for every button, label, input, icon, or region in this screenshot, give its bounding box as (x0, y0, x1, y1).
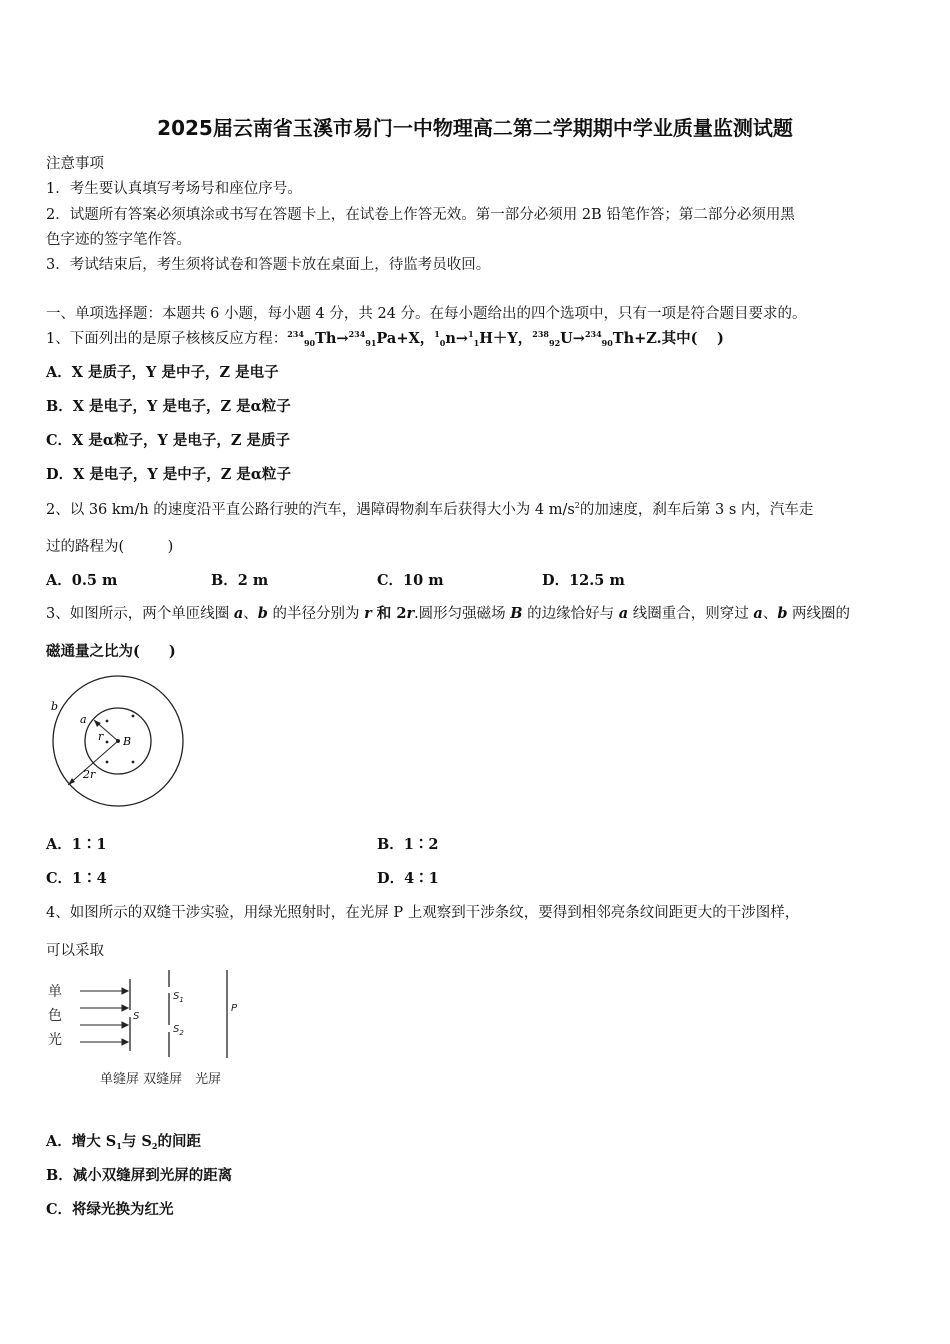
arrow-head (68, 778, 75, 785)
label-P: P (231, 1003, 238, 1014)
q3-option-c: C．1∶4 (46, 870, 107, 887)
q2-option-b: B．2 m (211, 572, 269, 589)
label-b: b (51, 700, 59, 713)
arrow-head (122, 1039, 128, 1045)
notice-heading: 注意事项 (46, 156, 104, 172)
q2-option-a: A．0.5 m (46, 572, 118, 589)
q4-option-a: A．增大 $S_1$与 $S_2$的间距 (46, 1133, 201, 1151)
q4-stem-line1: 4、如图所示的双缝干涉实验，用绿光照射时，在光屏 P 上观察到干涉条纹，要得到相邻亮条纹间距更大的干涉图样， (46, 905, 800, 921)
arrow-head (122, 1005, 128, 1011)
field-dot (106, 761, 109, 764)
arrow-head (122, 988, 128, 994)
label-a: a (80, 713, 87, 726)
field-dot (132, 715, 135, 718)
label-2r: 2r (83, 768, 96, 781)
label-S: S (133, 1011, 140, 1022)
q1-stem: 1、下面列出的是原子核核反应方程：$^{234}_{90}$Th→$^{234}_{91}$Pa+X，$^1_0$n→$^1_1$H＋Y，$^{238}_{92}$U→$^{234}_{90}$Th+Z.其中( ) (46, 329, 724, 348)
q4-option-b: B．减小双缝屏到光屏的距离 (46, 1167, 233, 1184)
arrow-head (94, 720, 101, 727)
label-r: r (98, 730, 104, 743)
q1-option-a: A．X 是质子，Y 是中子，Z 是电子 (46, 364, 279, 381)
q3-figure (44, 670, 194, 820)
notice-item-2a: 2．试题所有答案必须填涂或书写在答题卡上，在试卷上作答无效。第一部分必须用 2B 铅笔作答；第二部分必须用黑 (46, 207, 795, 223)
label-B: B (123, 735, 132, 748)
figure-caption: 单缝屏 双缝屏 光屏 (100, 1072, 222, 1087)
q1-option-c: C．X 是α粒子，Y 是电子，Z 是质子 (46, 432, 291, 449)
field-dot (132, 761, 135, 764)
q3-option-a: A．1∶1 (46, 836, 107, 853)
section-heading: 一、单项选择题：本题共 6 小题，每小题 4 分，共 24 分。在每小题给出的四个选项中，只有一项是符合题目要求的。 (46, 306, 807, 322)
q4-stem-line2: 可以采取 (46, 943, 104, 959)
notice-item-2b: 色字迹的签字笔作答。 (46, 232, 191, 248)
q3-stem-line1: 3、如图所示，两个单匝线圈 a、b 的半径分别为 r 和 2r.圆形匀强磁场 B 的边缘恰好与 a 线圈重合，则穿过 a、b 两线圈的 (46, 605, 851, 622)
notice-item-1: 1．考生要认真填写考场号和座位序号。 (46, 181, 302, 197)
label-S2: $S_2$ (173, 1024, 184, 1037)
field-dot (106, 720, 109, 723)
q3-option-d: D．4∶1 (377, 870, 439, 887)
q3-option-b: B．1∶2 (377, 836, 439, 853)
label-light-3: 光 (48, 1032, 62, 1048)
q2-option-d: D．12.5 m (542, 572, 625, 589)
q3-stem-line2: 磁通量之比为( ) (46, 643, 176, 660)
q1-option-b: B．X 是电子，Y 是电子，Z 是α粒子 (46, 398, 291, 415)
notice-item-3: 3．考试结束后，考生须将试卷和答题卡放在桌面上，待监考员收回。 (46, 257, 491, 273)
arrow-head (122, 1022, 128, 1028)
label-light-1: 单 (48, 984, 62, 1000)
q4-option-c: C．将绿光换为红光 (46, 1201, 174, 1218)
q1-option-d: D．X 是电子，Y 是中子，Z 是α粒子 (46, 466, 292, 483)
label-light-2: 色 (48, 1008, 62, 1024)
q2-option-c: C．10 m (377, 572, 444, 589)
q2-stem-line1: 2、以 36 km/h 的速度沿平直公路行驶的汽车，遇障碍物刹车后获得大小为 4 $m/s^2$的加速度，刹车后第 3 s 内，汽车走 (46, 501, 814, 518)
label-S1: $S_1$ (173, 991, 184, 1004)
q4-figure (44, 965, 254, 1090)
field-dot (106, 741, 109, 744)
page-title: 2025届云南省玉溪市易门一中物理高二第二学期期中学业质量监测试题 (157, 116, 793, 140)
q2-stem-line2: 过的路程为( ) (46, 539, 174, 555)
